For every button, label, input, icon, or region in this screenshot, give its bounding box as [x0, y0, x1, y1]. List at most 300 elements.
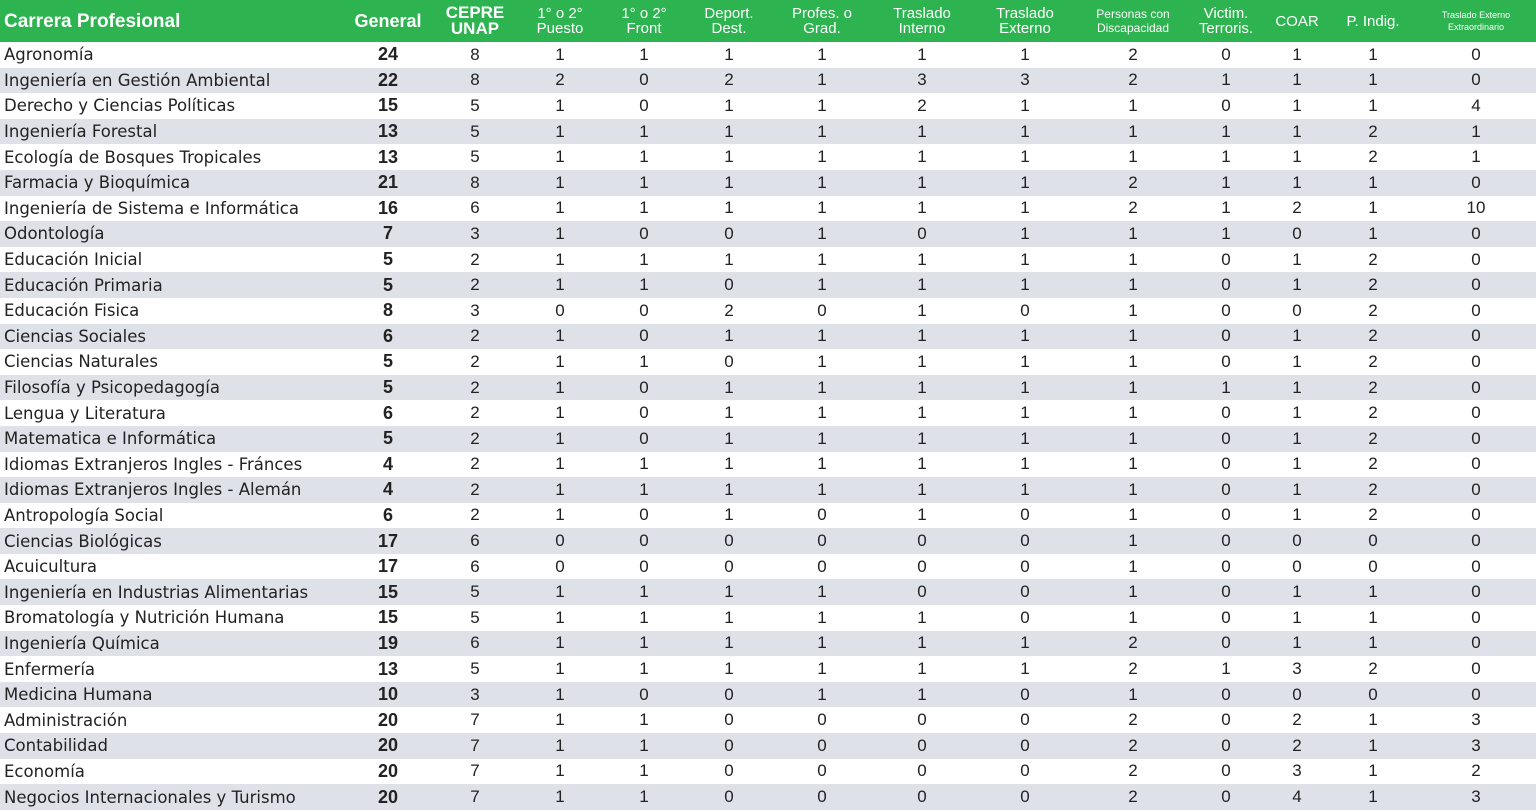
- cell-general: 19: [377, 632, 399, 653]
- cell-tras_int: 1: [917, 659, 927, 679]
- cell-profes: 1: [817, 223, 827, 243]
- cell-puesto: 1: [555, 505, 565, 525]
- career-name-cell: Ciencias Sociales: [4, 326, 146, 346]
- cell-cepre: 5: [470, 121, 480, 141]
- cell-puesto: 0: [555, 556, 565, 576]
- cell-indig: 2: [1368, 351, 1378, 371]
- cell-front: 1: [639, 607, 649, 627]
- cell-cepre: 6: [470, 198, 480, 218]
- column-header-line: 1° o 2°: [537, 5, 583, 22]
- cell-profes: 1: [817, 249, 827, 269]
- cell-general: 13: [377, 658, 399, 679]
- cell-tras_int: 1: [917, 454, 927, 474]
- cell-coar: 2: [1292, 710, 1302, 730]
- cell-tras_int: 1: [917, 479, 927, 499]
- cell-tras_ext: 1: [1020, 95, 1030, 115]
- cell-coar: 1: [1292, 70, 1302, 90]
- cell-tras_extra: 0: [1471, 479, 1481, 499]
- career-name-cell: Antropología Social: [4, 505, 164, 525]
- cell-victim: 0: [1221, 505, 1231, 525]
- cell-front: 1: [639, 351, 649, 371]
- cell-tras_ext: 1: [1020, 659, 1030, 679]
- table-row: [0, 759, 1536, 785]
- cell-tras_int: 0: [917, 582, 927, 602]
- cell-tras_int: 1: [917, 300, 927, 320]
- column-header-line: Dest.: [711, 20, 747, 37]
- cell-puesto: 1: [555, 479, 565, 499]
- cell-deport: 0: [724, 531, 734, 551]
- cell-deport: 1: [724, 172, 734, 192]
- cell-discap: 1: [1128, 684, 1138, 704]
- cell-front: 1: [639, 198, 649, 218]
- cell-tras_ext: 0: [1020, 684, 1030, 704]
- column-header-line: Discapacidad: [1096, 21, 1170, 35]
- cell-profes: 1: [817, 582, 827, 602]
- cell-coar: 1: [1292, 479, 1302, 499]
- cell-tras_extra: 1: [1471, 121, 1481, 141]
- cell-indig: 2: [1368, 428, 1378, 448]
- cell-tras_int: 0: [917, 710, 927, 730]
- cell-discap: 1: [1128, 479, 1138, 499]
- cell-general: 15: [377, 607, 399, 628]
- cell-victim: 1: [1221, 659, 1231, 679]
- column-header-line: Traslado Externo: [1441, 10, 1511, 20]
- cell-puesto: 1: [555, 735, 565, 755]
- column-header-front: [602, 0, 686, 42]
- cell-profes: 1: [817, 684, 827, 704]
- cell-front: 1: [639, 633, 649, 653]
- column-header-line: Grad.: [803, 20, 841, 37]
- cell-deport: 1: [724, 249, 734, 269]
- cell-general: 5: [382, 428, 393, 449]
- cell-victim: 0: [1221, 249, 1231, 269]
- career-name-cell: Economía: [4, 761, 85, 781]
- cell-general: 15: [377, 95, 399, 116]
- cell-coar: 1: [1292, 351, 1302, 371]
- cell-deport: 2: [724, 300, 734, 320]
- cell-tras_int: 1: [917, 275, 927, 295]
- cell-general: 17: [377, 530, 399, 551]
- cell-puesto: 1: [555, 710, 565, 730]
- cell-front: 1: [639, 787, 649, 807]
- table-row: [0, 426, 1536, 452]
- cell-profes: 1: [817, 351, 827, 371]
- column-header-line: Carrera Profesional: [4, 10, 181, 32]
- cell-cepre: 2: [470, 403, 480, 423]
- cell-coar: 0: [1292, 684, 1302, 704]
- table-row: [0, 528, 1536, 554]
- cell-tras_ext: 1: [1020, 479, 1030, 499]
- career-name-cell: Lengua y Literatura: [4, 403, 166, 423]
- column-header-tras_ext: [972, 0, 1078, 42]
- cell-tras_int: 2: [917, 95, 927, 115]
- cell-deport: 1: [724, 454, 734, 474]
- cell-general: 5: [382, 377, 393, 398]
- cell-victim: 0: [1221, 351, 1231, 371]
- cell-indig: 2: [1368, 121, 1378, 141]
- cell-general: 13: [377, 121, 399, 142]
- cell-tras_ext: 1: [1020, 223, 1030, 243]
- column-header-general: [344, 0, 432, 42]
- career-name-cell: Negocios Internacionales y Turismo: [4, 787, 296, 807]
- cell-victim: 0: [1221, 44, 1231, 64]
- cell-general: 5: [382, 249, 393, 270]
- cell-deport: 1: [724, 326, 734, 346]
- cell-tras_int: 0: [917, 556, 927, 576]
- cell-front: 1: [639, 582, 649, 602]
- cell-coar: 1: [1292, 275, 1302, 295]
- cell-tras_extra: 0: [1471, 454, 1481, 474]
- table-row: [0, 170, 1536, 196]
- cell-tras_ext: 1: [1020, 44, 1030, 64]
- cell-indig: 2: [1368, 403, 1378, 423]
- career-name-cell: Acuicultura: [4, 557, 98, 577]
- cell-indig: 2: [1368, 249, 1378, 269]
- career-name-cell: Educación Primaria: [4, 275, 163, 295]
- column-header-line: P. Indig.: [1346, 12, 1400, 30]
- cell-coar: 1: [1292, 249, 1302, 269]
- cell-cepre: 8: [470, 70, 480, 90]
- cell-puesto: 1: [555, 633, 565, 653]
- table-row: [0, 144, 1536, 170]
- cell-tras_int: 1: [917, 351, 927, 371]
- cell-tras_ext: 3: [1020, 70, 1030, 90]
- cell-tras_extra: 0: [1471, 556, 1481, 576]
- cell-front: 1: [639, 249, 649, 269]
- cell-indig: 2: [1368, 659, 1378, 679]
- column-header-puesto: [518, 0, 602, 42]
- cell-puesto: 1: [555, 147, 565, 167]
- column-header-line: Terroris.: [1198, 20, 1254, 37]
- header-row: [0, 0, 1536, 42]
- cell-tras_int: 1: [917, 377, 927, 397]
- cell-victim: 0: [1221, 582, 1231, 602]
- cell-discap: 1: [1128, 223, 1138, 243]
- cell-victim: 0: [1221, 531, 1231, 551]
- career-name-cell: Ecología de Bosques Tropicales: [4, 147, 262, 167]
- cell-tras_int: 1: [917, 172, 927, 192]
- cell-cepre: 8: [470, 44, 480, 64]
- cell-tras_extra: 0: [1471, 607, 1481, 627]
- cell-puesto: 1: [555, 607, 565, 627]
- career-name-cell: Odontología: [4, 224, 105, 244]
- cell-cepre: 3: [470, 300, 480, 320]
- cell-tras_ext: 0: [1020, 300, 1030, 320]
- cell-discap: 2: [1128, 735, 1138, 755]
- cell-discap: 2: [1128, 761, 1138, 781]
- cell-tras_ext: 0: [1020, 787, 1030, 807]
- cell-victim: 1: [1221, 172, 1231, 192]
- cell-general: 4: [382, 479, 393, 500]
- cell-tras_ext: 1: [1020, 403, 1030, 423]
- cell-tras_extra: 0: [1471, 659, 1481, 679]
- cell-deport: 1: [724, 607, 734, 627]
- cell-tras_ext: 0: [1020, 505, 1030, 525]
- cell-cepre: 7: [470, 710, 480, 730]
- cell-tras_int: 1: [917, 249, 927, 269]
- cell-cepre: 2: [470, 479, 480, 499]
- cell-victim: 1: [1221, 377, 1231, 397]
- cell-tras_ext: 0: [1020, 607, 1030, 627]
- cell-tras_int: 1: [917, 198, 927, 218]
- cell-front: 0: [639, 300, 649, 320]
- cell-profes: 1: [817, 377, 827, 397]
- cell-tras_extra: 0: [1471, 531, 1481, 551]
- table-row: [0, 247, 1536, 273]
- cell-coar: 1: [1292, 172, 1302, 192]
- cell-deport: 0: [724, 556, 734, 576]
- cell-tras_extra: 0: [1471, 633, 1481, 653]
- column-header-line: Deport.: [704, 5, 754, 22]
- cell-victim: 0: [1221, 479, 1231, 499]
- cell-puesto: 1: [555, 172, 565, 192]
- table-body: [0, 42, 1536, 810]
- cell-coar: 1: [1292, 582, 1302, 602]
- cell-cepre: 5: [470, 147, 480, 167]
- cell-coar: 3: [1292, 761, 1302, 781]
- cell-coar: 1: [1292, 326, 1302, 346]
- cell-coar: 1: [1292, 505, 1302, 525]
- cell-indig: 2: [1368, 326, 1378, 346]
- cell-deport: 1: [724, 198, 734, 218]
- column-header-profes: [772, 0, 872, 42]
- column-header-tras_int: [872, 0, 972, 42]
- career-name-cell: Idiomas Extranjeros Ingles - Fránces: [4, 454, 303, 474]
- cell-discap: 1: [1128, 300, 1138, 320]
- column-header-line: Puesto: [536, 20, 584, 37]
- cell-victim: 0: [1221, 787, 1231, 807]
- cell-front: 1: [639, 761, 649, 781]
- column-header-line: General: [354, 10, 422, 31]
- cell-deport: 2: [724, 70, 734, 90]
- cell-indig: 2: [1368, 275, 1378, 295]
- cell-cepre: 2: [470, 454, 480, 474]
- cell-discap: 1: [1128, 249, 1138, 269]
- cell-tras_ext: 1: [1020, 377, 1030, 397]
- cell-general: 6: [382, 325, 393, 346]
- cell-front: 0: [639, 70, 649, 90]
- cell-cepre: 5: [470, 659, 480, 679]
- cell-victim: 0: [1221, 300, 1231, 320]
- cell-discap: 1: [1128, 351, 1138, 371]
- cell-indig: 1: [1368, 787, 1378, 807]
- cell-coar: 0: [1292, 531, 1302, 551]
- cell-discap: 2: [1128, 710, 1138, 730]
- cell-profes: 1: [817, 147, 827, 167]
- column-header-line: Front: [626, 20, 662, 37]
- cell-tras_ext: 1: [1020, 454, 1030, 474]
- cell-cepre: 6: [470, 531, 480, 551]
- column-header-line: Profes. o: [791, 5, 853, 22]
- cell-discap: 2: [1128, 44, 1138, 64]
- cell-general: 20: [377, 735, 399, 756]
- career-name-cell: Ciencias Naturales: [4, 352, 158, 372]
- cell-puesto: 1: [555, 454, 565, 474]
- column-header-line: Victim.: [1203, 5, 1249, 22]
- cell-deport: 1: [724, 582, 734, 602]
- cell-puesto: 1: [555, 428, 565, 448]
- cell-front: 0: [639, 377, 649, 397]
- table-row: [0, 324, 1536, 350]
- cell-tras_extra: 0: [1471, 403, 1481, 423]
- cell-cepre: 2: [470, 326, 480, 346]
- cell-general: 5: [382, 351, 393, 372]
- cell-profes: 1: [817, 479, 827, 499]
- cell-tras_extra: 0: [1471, 684, 1481, 704]
- cell-profes: 0: [817, 556, 827, 576]
- cell-indig: 2: [1368, 377, 1378, 397]
- career-name-cell: Derecho y Ciencias Políticas: [4, 96, 236, 116]
- cell-discap: 1: [1128, 326, 1138, 346]
- cell-front: 0: [639, 531, 649, 551]
- cell-tras_ext: 0: [1020, 531, 1030, 551]
- cell-deport: 1: [724, 505, 734, 525]
- cell-profes: 1: [817, 607, 827, 627]
- cell-general: 13: [377, 146, 399, 167]
- cell-victim: 0: [1221, 633, 1231, 653]
- cell-victim: 0: [1221, 326, 1231, 346]
- cell-front: 1: [639, 44, 649, 64]
- cell-cepre: 2: [470, 377, 480, 397]
- cell-front: 1: [639, 121, 649, 141]
- cell-front: 1: [639, 659, 649, 679]
- cell-profes: 0: [817, 505, 827, 525]
- cell-cepre: 2: [470, 275, 480, 295]
- career-name-cell: Matematica e Informática: [4, 429, 217, 449]
- cell-tras_ext: 1: [1020, 147, 1030, 167]
- column-header-line: Personas con: [1096, 7, 1170, 21]
- cell-tras_int: 1: [917, 633, 927, 653]
- cell-general: 15: [377, 581, 399, 602]
- cell-tras_int: 1: [917, 44, 927, 64]
- cell-cepre: 7: [470, 761, 480, 781]
- cell-tras_int: 0: [917, 787, 927, 807]
- cell-tras_ext: 1: [1020, 275, 1030, 295]
- column-header-tras_extra: [1416, 0, 1536, 42]
- cell-puesto: 1: [555, 121, 565, 141]
- cell-coar: 0: [1292, 300, 1302, 320]
- career-name-cell: Ingeniería Forestal: [4, 122, 158, 142]
- cell-profes: 0: [817, 735, 827, 755]
- cell-front: 1: [639, 479, 649, 499]
- cell-tras_extra: 0: [1471, 223, 1481, 243]
- table-row: [0, 298, 1536, 324]
- cell-indig: 2: [1368, 505, 1378, 525]
- cell-tras_int: 1: [917, 403, 927, 423]
- cell-profes: 1: [817, 454, 827, 474]
- cell-cepre: 5: [470, 607, 480, 627]
- cell-profes: 0: [817, 761, 827, 781]
- table-row: [0, 707, 1536, 733]
- table-row: [0, 196, 1536, 222]
- cell-discap: 1: [1128, 403, 1138, 423]
- cell-indig: 1: [1368, 710, 1378, 730]
- cell-tras_int: 0: [917, 761, 927, 781]
- cell-tras_ext: 0: [1020, 761, 1030, 781]
- cell-puesto: 1: [555, 326, 565, 346]
- cell-tras_int: 1: [917, 326, 927, 346]
- cell-profes: 1: [817, 633, 827, 653]
- column-header-carrera: [0, 0, 344, 42]
- cell-tras_int: 0: [917, 223, 927, 243]
- cell-deport: 1: [724, 121, 734, 141]
- cell-puesto: 1: [555, 659, 565, 679]
- cell-profes: 1: [817, 428, 827, 448]
- career-name-cell: Ingeniería de Sistema e Informática: [4, 198, 299, 218]
- cell-deport: 1: [724, 377, 734, 397]
- cell-indig: 2: [1368, 454, 1378, 474]
- career-name-cell: Filosofía y Psicopedagogía: [4, 378, 220, 398]
- cell-puesto: 1: [555, 249, 565, 269]
- cell-indig: 0: [1368, 684, 1378, 704]
- cell-discap: 1: [1128, 505, 1138, 525]
- cell-front: 0: [639, 428, 649, 448]
- cell-indig: 1: [1368, 735, 1378, 755]
- cell-discap: 1: [1128, 556, 1138, 576]
- column-header-coar: [1264, 0, 1330, 42]
- cell-profes: 0: [817, 300, 827, 320]
- career-name-cell: Ciencias Biológicas: [4, 531, 162, 551]
- cell-tras_ext: 1: [1020, 351, 1030, 371]
- column-header-discap: [1078, 0, 1188, 42]
- cell-tras_int: 1: [917, 147, 927, 167]
- cell-front: 1: [639, 454, 649, 474]
- table-row: [0, 477, 1536, 503]
- cell-indig: 2: [1368, 300, 1378, 320]
- career-name-cell: Bromatología y Nutrición Humana: [4, 608, 285, 628]
- column-header-victim: [1188, 0, 1264, 42]
- cell-coar: 0: [1292, 556, 1302, 576]
- cell-tras_extra: 0: [1471, 70, 1481, 90]
- cell-general: 6: [382, 504, 393, 525]
- cell-victim: 1: [1221, 121, 1231, 141]
- cell-general: 6: [382, 402, 393, 423]
- table-row: [0, 68, 1536, 94]
- cell-profes: 1: [817, 70, 827, 90]
- cell-deport: 0: [724, 761, 734, 781]
- cell-indig: 1: [1368, 198, 1378, 218]
- column-header-deport: [686, 0, 772, 42]
- cell-deport: 1: [724, 479, 734, 499]
- cell-tras_ext: 0: [1020, 735, 1030, 755]
- cell-discap: 1: [1128, 121, 1138, 141]
- cell-indig: 1: [1368, 761, 1378, 781]
- cell-cepre: 3: [470, 684, 480, 704]
- cell-general: 20: [377, 709, 399, 730]
- cell-victim: 0: [1221, 454, 1231, 474]
- cell-puesto: 2: [555, 70, 565, 90]
- cell-victim: 1: [1221, 223, 1231, 243]
- cell-victim: 0: [1221, 735, 1231, 755]
- cell-tras_int: 1: [917, 684, 927, 704]
- cell-front: 1: [639, 275, 649, 295]
- cell-coar: 1: [1292, 428, 1302, 448]
- cell-front: 1: [639, 172, 649, 192]
- cell-profes: 1: [817, 275, 827, 295]
- cell-deport: 1: [724, 428, 734, 448]
- cell-tras_extra: 3: [1471, 710, 1481, 730]
- cell-front: 0: [639, 556, 649, 576]
- career-name-cell: Farmacia y Bioquímica: [4, 173, 191, 193]
- cell-cepre: 2: [470, 505, 480, 525]
- cell-coar: 1: [1292, 44, 1302, 64]
- career-name-cell: Educación Fisica: [4, 301, 140, 321]
- cell-victim: 0: [1221, 95, 1231, 115]
- cell-deport: 0: [724, 275, 734, 295]
- cell-tras_extra: 2: [1471, 761, 1481, 781]
- cell-profes: 1: [817, 659, 827, 679]
- cell-indig: 1: [1368, 582, 1378, 602]
